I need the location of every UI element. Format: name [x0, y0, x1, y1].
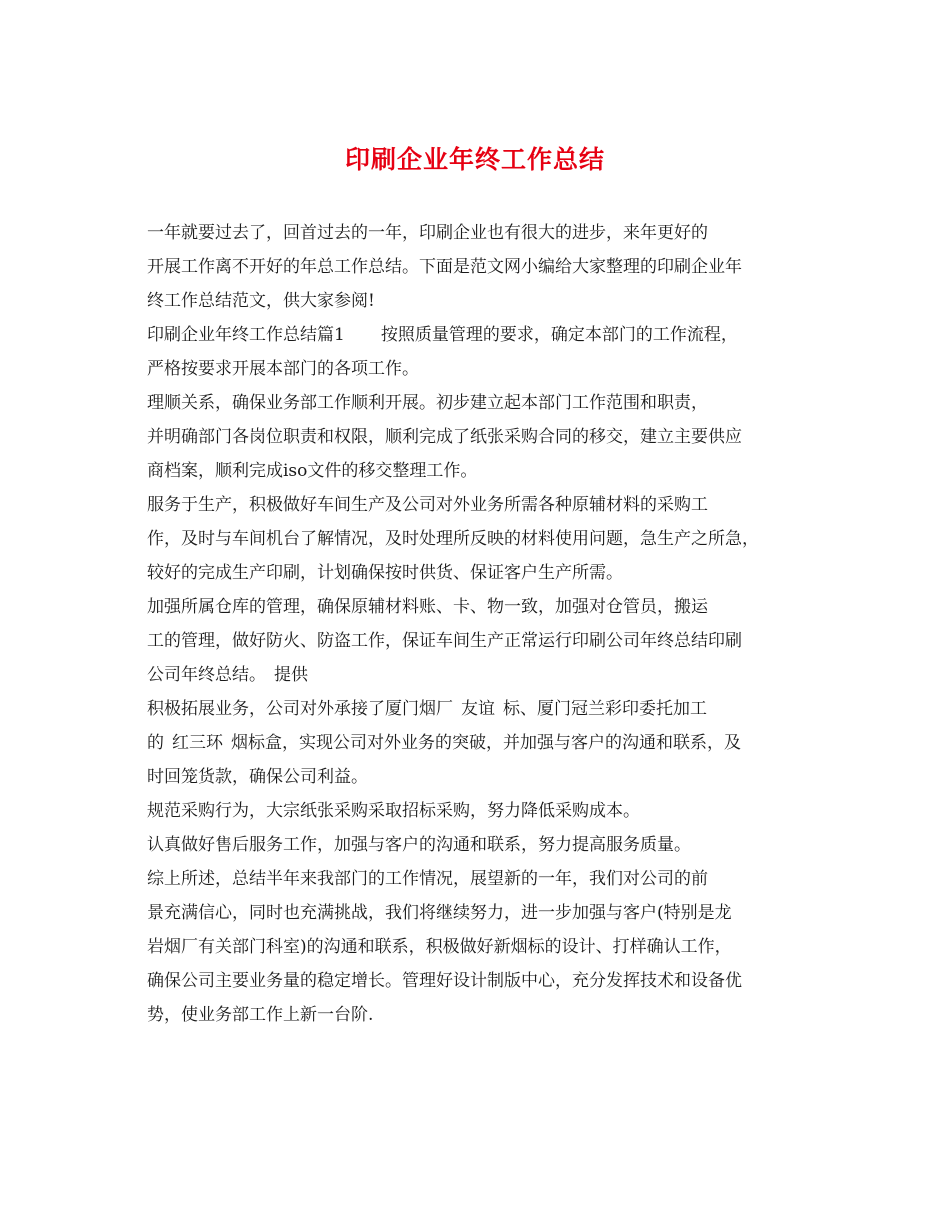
text-line: 认真做好售后服务工作，加强与客户的沟通和联系，努力提高服务质量。 — [147, 835, 691, 855]
text-line — [147, 318, 817, 352]
text-line: 势，使业务部工作上新一台阶. — [147, 1005, 374, 1025]
text-segment: 提供 — [274, 665, 308, 685]
text-line: 作，及时与车间机台了解情况，及时处理所反映的材料使用问题，急生产之所急， — [147, 529, 759, 549]
text-line: 时回笼货款，确保公司利益。 — [147, 767, 368, 787]
text-segment: 公司年终总结。 — [147, 665, 266, 685]
text-line — [147, 726, 817, 760]
text-line: 一年就要过去了，回首过去的一年，印刷企业也有很大的进步，来年更好的 — [147, 223, 708, 243]
text-segment: 烟标盒，实现公司对外业务的突破，并加强与客户的沟通和联系，及 — [231, 733, 741, 753]
text-line: 终工作总结范文，供大家参阅! — [147, 291, 375, 311]
text-line: 加强所属仓库的管理，确保原辅材料账、卡、物一致，加强对仓管员，搬运 — [147, 597, 708, 617]
text-line: 严格按要求开展本部门的各项工作。 — [147, 359, 419, 379]
text-segment: 积极拓展业务，公司对外承接了厦门烟厂 — [147, 699, 453, 719]
text-segment: 标、厦门冠兰彩印委托加工 — [503, 699, 707, 719]
text-line: 综上所述，总结半年来我部门的工作情况，展望新的一年，我们对公司的前 — [147, 869, 708, 889]
document-body — [147, 216, 817, 1032]
text-segment: 的 — [147, 733, 164, 753]
text-segment: 友谊 — [461, 699, 495, 719]
text-line: 景充满信心，同时也充满挑战，我们将继续努力，进一步加强与客户(特别是龙 — [147, 903, 732, 923]
document-title: 印刷企业年终工作总结 — [344, 145, 605, 174]
text-line: 工的管理，做好防火、防盗工作，保证车间生产正常运行印刷公司年终总结印刷 — [147, 631, 742, 651]
text-line: 理顺关系，确保业务部工作顺利开展。初步建立起本部门工作范围和职责， — [147, 393, 708, 413]
text-line: 岩烟厂有关部门科室)的沟通和联系，积极做好新烟标的设计、打样确认工作， — [147, 937, 732, 957]
text-line: 商档案，顺利完成iso文件的移交整理工作。 — [147, 461, 478, 481]
text-line — [147, 692, 817, 726]
text-line: 较好的完成生产印刷，计划确保按时供货、保证客户生产所需。 — [147, 563, 623, 583]
text-segment: 按照质量管理的要求，确定本部门的工作流程， — [380, 325, 738, 345]
text-line: 开展工作离不开好的年总工作总结。下面是范文网小编给大家整理的印刷企业年 — [147, 257, 742, 277]
text-line: 并明确部门各岗位职责和权限，顺利完成了纸张采购合同的移交，建立主要供应 — [147, 427, 742, 447]
section-heading: 印刷企业年终工作总结篇1 — [147, 325, 345, 345]
text-line: 规范采购行为，大宗纸张采购采取招标采购，努力降低采购成本。 — [147, 801, 640, 821]
text-line: 确保公司主要业务量的稳定增长。管理好设计制版中心，充分发挥技术和设备优 — [147, 971, 742, 991]
text-line — [147, 658, 817, 692]
text-segment: 红三环 — [172, 733, 223, 753]
text-line: 服务于生产，积极做好车间生产及公司对外业务所需各种原辅材料的采购工 — [147, 495, 708, 515]
